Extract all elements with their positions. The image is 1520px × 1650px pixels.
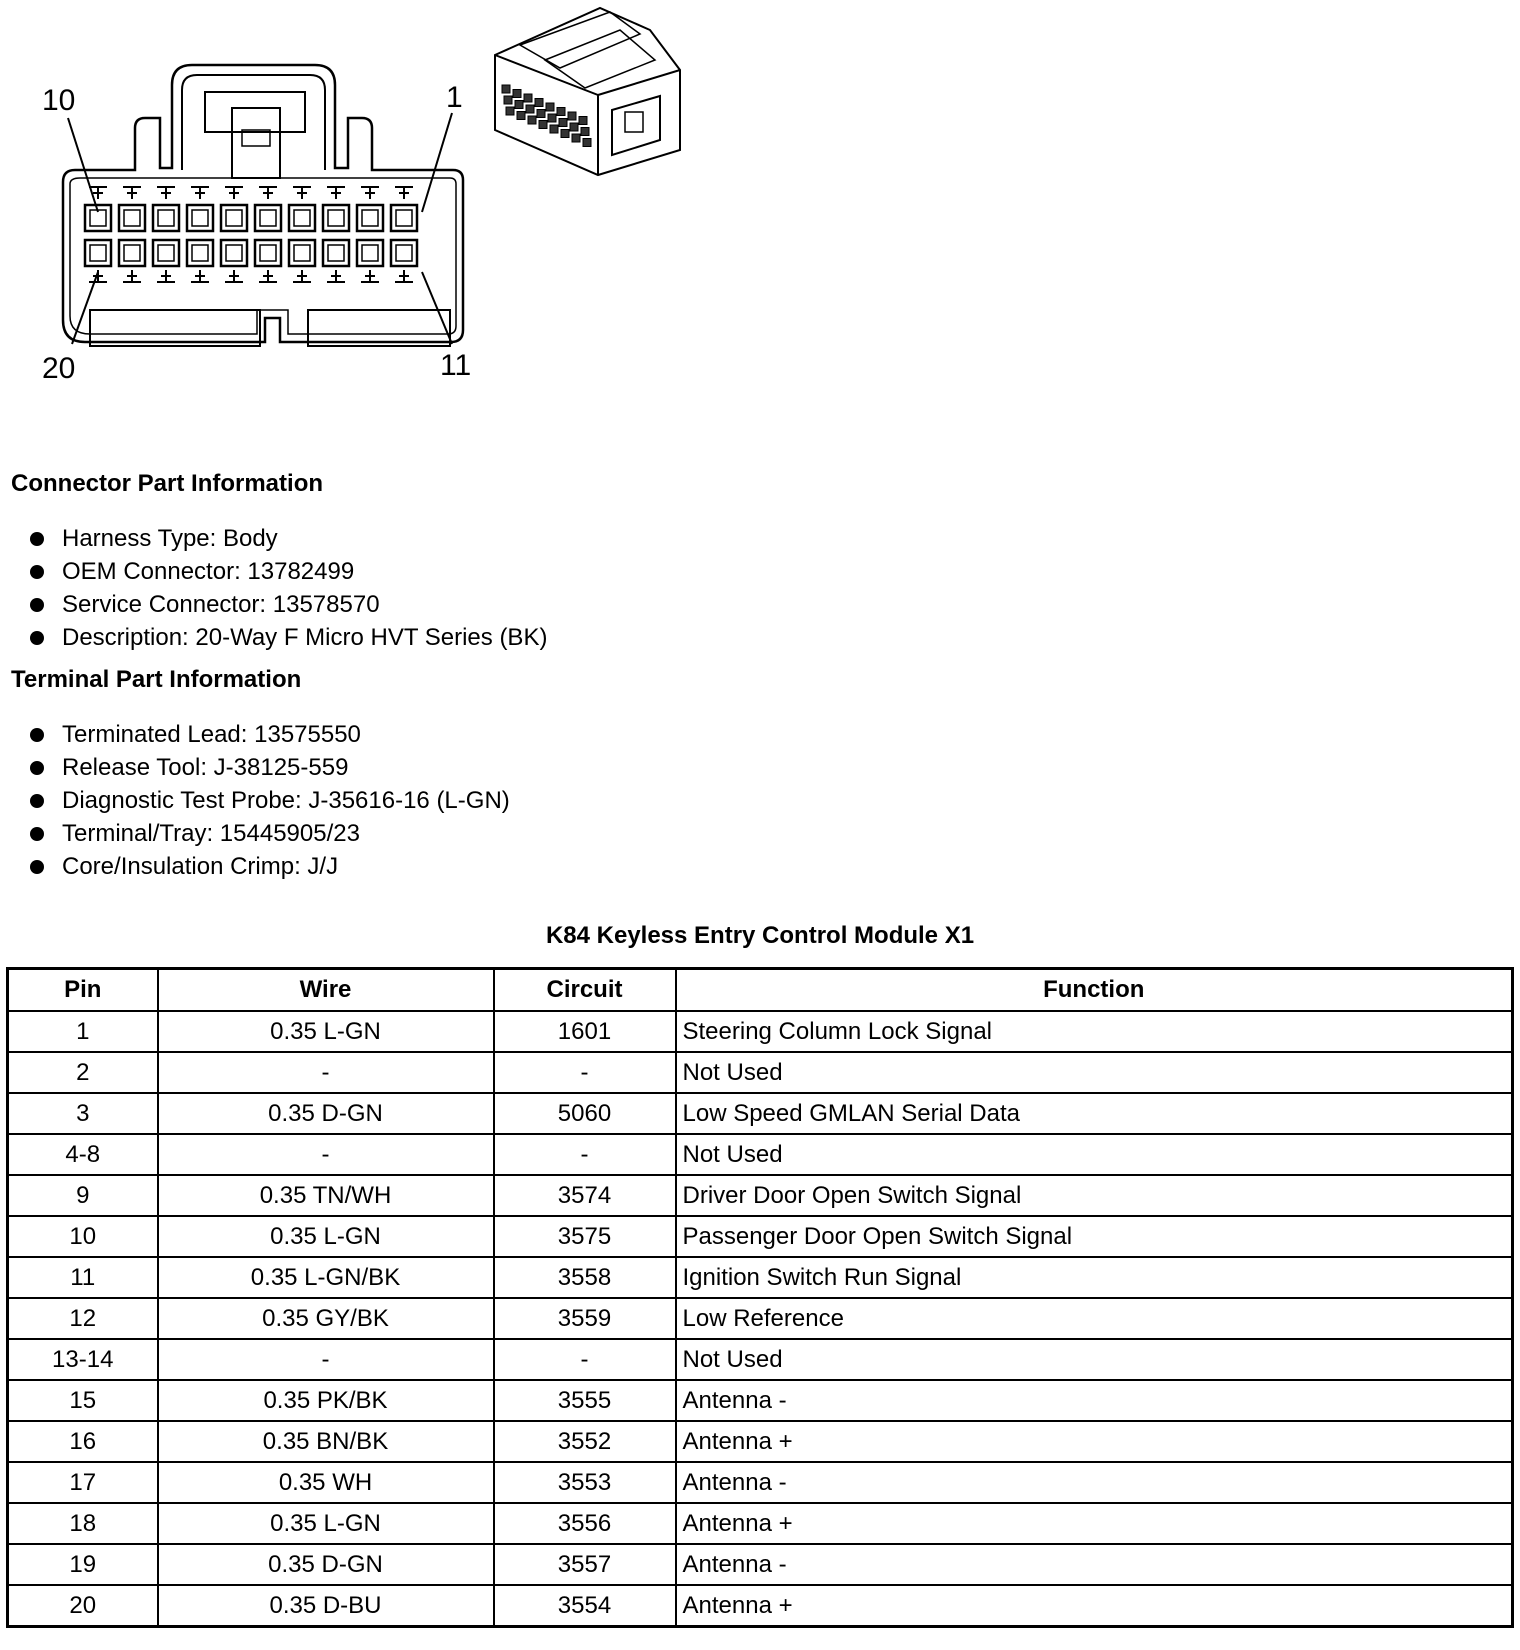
iso-cavity (550, 125, 558, 133)
circuit-cell: 3555 (494, 1380, 676, 1421)
terminal-cavity-inner (328, 210, 344, 226)
list-item (28, 555, 547, 588)
bullet-icon (30, 761, 44, 775)
bullet-icon (30, 532, 44, 546)
iso-cavity (583, 139, 591, 147)
list-item (28, 817, 510, 850)
pin-cell: 4-8 (8, 1134, 158, 1175)
pin-cell: 17 (8, 1462, 158, 1503)
wire-cell: 0.35 BN/BK (158, 1421, 494, 1462)
circuit-cell: 3557 (494, 1544, 676, 1585)
list-item-text: Service Connector: 13578570 (62, 591, 380, 618)
terminal-cavity (221, 240, 247, 266)
iso-cavity (526, 105, 534, 113)
iso-cavity (504, 96, 512, 104)
pin-cell: 2 (8, 1052, 158, 1093)
pin-cell: 13-14 (8, 1339, 158, 1380)
wire-cell: 0.35 GY/BK (158, 1298, 494, 1339)
iso-cavity (537, 110, 545, 118)
terminal-cavity (153, 240, 179, 266)
terminal-cavity-inner (124, 210, 140, 226)
terminal-part-info-heading: Terminal Part Information (11, 666, 302, 693)
pin-cell: 16 (8, 1421, 158, 1462)
iso-cavity (546, 103, 554, 111)
function-cell: Low Speed GMLAN Serial Data (676, 1093, 1513, 1134)
terminal-cavity (221, 205, 247, 231)
terminal-cavity (255, 240, 281, 266)
iso-cavity (513, 90, 521, 98)
terminal-latch (259, 270, 277, 282)
terminal-latch (191, 187, 209, 199)
wire-cell: 0.35 L-GN (158, 1503, 494, 1544)
table-row (8, 1380, 1513, 1421)
iso-cavity (535, 99, 543, 107)
terminal-cavity-inner (226, 245, 242, 261)
circuit-cell: - (494, 1052, 676, 1093)
list-item (28, 522, 547, 555)
iso-cavity (539, 121, 547, 129)
terminal-cavity (187, 240, 213, 266)
terminal-cavity (323, 240, 349, 266)
table-row (8, 1503, 1513, 1544)
pinout-table (6, 967, 1514, 1628)
terminal-latch (157, 270, 175, 282)
terminal-latch (361, 270, 379, 282)
terminal-cavity (85, 240, 111, 266)
list-item-text: Harness Type: Body (62, 525, 278, 552)
table-row (8, 1585, 1513, 1627)
wire-cell: 0.35 L-GN/BK (158, 1257, 494, 1298)
wire-cell: 0.35 PK/BK (158, 1380, 494, 1421)
circuit-cell: 5060 (494, 1093, 676, 1134)
circuit-cell: 3556 (494, 1503, 676, 1544)
terminal-cavity (255, 205, 281, 231)
pin-cell: 15 (8, 1380, 158, 1421)
terminal-cavity-inner (192, 210, 208, 226)
list-item-text: Description: 20-Way F Micro HVT Series (BK) (62, 624, 548, 651)
pin-label-1: 1 (446, 81, 463, 114)
wire-cell: - (158, 1052, 494, 1093)
terminal-cavity-inner (396, 210, 412, 226)
table-row (8, 1175, 1513, 1216)
bullet-icon (30, 728, 44, 742)
pin-cell: 19 (8, 1544, 158, 1585)
iso-cavity (570, 123, 578, 131)
pin-label-10: 10 (42, 84, 76, 117)
pin-label-11: 11 (440, 349, 472, 382)
column-header-wire: Wire (158, 969, 494, 1012)
function-cell: Antenna + (676, 1503, 1513, 1544)
terminal-latch (395, 187, 413, 199)
wire-cell: 0.35 WH (158, 1462, 494, 1503)
table-body (8, 1011, 1513, 1627)
bullet-icon (30, 860, 44, 874)
wire-cell: 0.35 D-GN (158, 1093, 494, 1134)
terminal-latch (123, 270, 141, 282)
function-cell: Antenna - (676, 1544, 1513, 1585)
circuit-cell: - (494, 1134, 676, 1175)
circuit-cell: 3574 (494, 1175, 676, 1216)
terminal-cavity-inner (328, 245, 344, 261)
terminal-cavity (357, 205, 383, 231)
iso-cavity (517, 112, 525, 120)
wire-cell: - (158, 1134, 494, 1175)
table-row (8, 1462, 1513, 1503)
wire-cell: 0.35 L-GN (158, 1216, 494, 1257)
function-cell: Not Used (676, 1339, 1513, 1380)
terminal-cavity (119, 205, 145, 231)
circuit-cell: - (494, 1339, 676, 1380)
circuit-cell: 3554 (494, 1585, 676, 1627)
iso-cavity (581, 128, 589, 136)
pin-cell: 12 (8, 1298, 158, 1339)
terminal-cavity-inner (226, 210, 242, 226)
terminal-cavity-inner (90, 245, 106, 261)
iso-cavity (572, 134, 580, 142)
table-row (8, 1544, 1513, 1585)
terminal-cavity-inner (260, 245, 276, 261)
terminal-latch (89, 270, 107, 282)
pin-cell: 18 (8, 1503, 158, 1544)
terminal-latch (191, 270, 209, 282)
list-item-text: Terminal/Tray: 15445905/23 (62, 820, 360, 847)
table-row (8, 1093, 1513, 1134)
iso-cavity (515, 101, 523, 109)
terminal-cavity-inner (158, 245, 174, 261)
terminal-cavity (391, 240, 417, 266)
function-cell: Antenna - (676, 1380, 1513, 1421)
terminal-cavity (289, 240, 315, 266)
table-title: K84 Keyless Entry Control Module X1 (545, 922, 975, 949)
circuit-cell: 1601 (494, 1011, 676, 1052)
terminal-cavity-inner (260, 210, 276, 226)
terminal-latch (293, 187, 311, 199)
terminal-latch (395, 270, 413, 282)
function-cell: Low Reference (676, 1298, 1513, 1339)
wire-cell: 0.35 TN/WH (158, 1175, 494, 1216)
list-item-text: OEM Connector: 13782499 (62, 558, 355, 585)
iso-cavity (557, 108, 565, 116)
circuit-cell: 3559 (494, 1298, 676, 1339)
connector-diagram (0, 0, 720, 400)
iso-cavity (524, 94, 532, 102)
list-item (28, 621, 547, 654)
function-cell: Steering Column Lock Signal (676, 1011, 1513, 1052)
list-item (28, 784, 510, 817)
wire-cell: 0.35 D-GN (158, 1544, 494, 1585)
list-item (28, 588, 547, 621)
terminal-latch (361, 187, 379, 199)
bullet-icon (30, 598, 44, 612)
terminal-cavity (119, 240, 145, 266)
wire-cell: 0.35 D-BU (158, 1585, 494, 1627)
pin-cell: 20 (8, 1585, 158, 1627)
list-item-text: Core/Insulation Crimp: J/J (62, 853, 339, 880)
terminal-cavity-inner (362, 245, 378, 261)
iso-cavity (506, 107, 514, 115)
wire-cell: - (158, 1339, 494, 1380)
table-row (8, 1011, 1513, 1052)
table-row (8, 1339, 1513, 1380)
terminal-latch (157, 187, 175, 199)
list-item (28, 850, 510, 883)
terminal-cavity-inner (90, 210, 106, 226)
terminal-latch (259, 187, 277, 199)
terminal-cavity (289, 205, 315, 231)
iso-cavity (528, 116, 536, 124)
terminal-latch (123, 187, 141, 199)
list-item-text: Terminated Lead: 13575550 (62, 721, 361, 748)
bullet-icon (30, 565, 44, 579)
terminal-cavity-inner (362, 210, 378, 226)
pin-label-20: 20 (42, 352, 76, 385)
connector-front-view (63, 65, 463, 346)
terminal-cavity-inner (396, 245, 412, 261)
list-item (28, 718, 510, 751)
connector-part-info-heading: Connector Part Information (11, 470, 324, 497)
terminal-latch (225, 187, 243, 199)
iso-cavity (561, 130, 569, 138)
terminal-cavity-inner (294, 210, 310, 226)
function-cell: Antenna + (676, 1421, 1513, 1462)
iso-cavity (559, 119, 567, 127)
pin-cell: 11 (8, 1257, 158, 1298)
bullet-icon (30, 794, 44, 808)
iso-cavity (548, 114, 556, 122)
function-cell: Antenna - (676, 1462, 1513, 1503)
pin-cell: 3 (8, 1093, 158, 1134)
terminal-cavity-inner (158, 210, 174, 226)
table-row (8, 1216, 1513, 1257)
iso-cavity (502, 85, 510, 93)
terminal-cavity (323, 205, 349, 231)
iso-cavity (579, 117, 587, 125)
circuit-cell: 3552 (494, 1421, 676, 1462)
connector-part-info-list (28, 522, 547, 654)
circuit-cell: 3558 (494, 1257, 676, 1298)
bullet-icon (30, 827, 44, 841)
terminal-latch (225, 270, 243, 282)
list-item-text: Diagnostic Test Probe: J-35616-16 (L-GN) (62, 787, 510, 814)
bullet-icon (30, 631, 44, 645)
function-cell: Not Used (676, 1134, 1513, 1175)
list-item (28, 751, 510, 784)
terminal-cavity (187, 205, 213, 231)
table-header-row (8, 969, 1513, 1012)
table-row (8, 1421, 1513, 1462)
table-row (8, 1052, 1513, 1093)
function-cell: Antenna + (676, 1585, 1513, 1627)
iso-cavity (568, 112, 576, 120)
column-header-function: Function (676, 969, 1513, 1012)
terminal-cavity (391, 205, 417, 231)
pin-cell: 1 (8, 1011, 158, 1052)
table-row (8, 1257, 1513, 1298)
terminal-part-info-list (28, 718, 510, 883)
terminal-cavity (357, 240, 383, 266)
circuit-cell: 3575 (494, 1216, 676, 1257)
table-row (8, 1134, 1513, 1175)
wire-cell: 0.35 L-GN (158, 1011, 494, 1052)
table-row (8, 1298, 1513, 1339)
list-item-text: Release Tool: J-38125-559 (62, 754, 349, 781)
function-cell: Not Used (676, 1052, 1513, 1093)
terminal-latch (327, 270, 345, 282)
connector-isometric-view (495, 8, 680, 175)
terminal-latch (327, 187, 345, 199)
function-cell: Driver Door Open Switch Signal (676, 1175, 1513, 1216)
column-header-circuit: Circuit (494, 969, 676, 1012)
pin-cell: 10 (8, 1216, 158, 1257)
terminal-cavity (153, 205, 179, 231)
terminal-cavity-inner (124, 245, 140, 261)
terminal-cavity-inner (192, 245, 208, 261)
terminal-latch (293, 270, 311, 282)
circuit-cell: 3553 (494, 1462, 676, 1503)
pin-cell: 9 (8, 1175, 158, 1216)
function-cell: Ignition Switch Run Signal (676, 1257, 1513, 1298)
function-cell: Passenger Door Open Switch Signal (676, 1216, 1513, 1257)
column-header-pin: Pin (8, 969, 158, 1012)
terminal-cavity-inner (294, 245, 310, 261)
